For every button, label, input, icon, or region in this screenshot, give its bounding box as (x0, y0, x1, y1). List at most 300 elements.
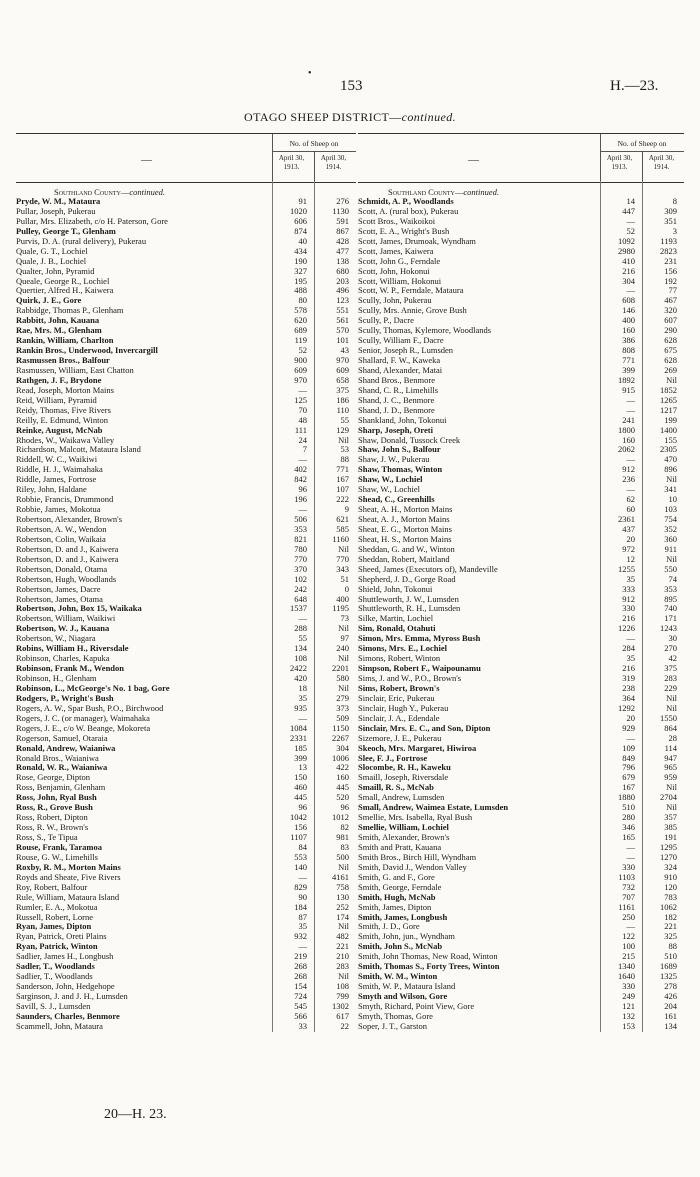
sheep-count-1914: 591 (336, 215, 349, 226)
sheep-count-1913: — (626, 921, 635, 932)
table-row (358, 902, 684, 912)
sheep-count-1913: 724 (294, 991, 307, 1001)
sheep-count-1913: 2331 (290, 732, 307, 743)
sheep-count-1913: 1892 (618, 374, 635, 385)
table-row (16, 494, 356, 504)
sheep-count-1913: 125 (294, 394, 307, 405)
sheep-count-1913: 386 (622, 335, 635, 346)
sheep-count-1914: 240 (336, 643, 349, 654)
sheep-count-1913: 219 (294, 951, 307, 962)
sheep-count-1913: 929 (622, 722, 635, 733)
sheep-count-1914: 279 (336, 692, 349, 703)
sheep-count-1914: 343 (336, 563, 349, 574)
owner-name: Simon, Mrs. Emma, Myross Bush (358, 633, 481, 644)
sheep-count-1913: 609 (294, 364, 307, 375)
sheep-count-1913: 100 (622, 941, 635, 952)
table-row (358, 892, 684, 902)
sheep-count-1913: 972 (622, 543, 635, 554)
table-row (358, 713, 684, 723)
sheep-count-1914: 351 (664, 215, 677, 226)
owner-name: Smith, John, jun., Wyndham (358, 931, 455, 942)
sheep-count-1913: 330 (622, 603, 635, 614)
sheep-count-1913: 780 (294, 543, 307, 554)
sheep-count-1913: 165 (622, 832, 635, 842)
sheep-count-1913: 553 (294, 851, 307, 862)
table-row (358, 673, 684, 683)
owner-name: Scammell, John, Mataura (16, 1020, 103, 1031)
table-row (358, 594, 684, 604)
sheep-count-1913: — (626, 732, 635, 743)
owner-name: Rule, William, Mataura Island (16, 891, 120, 902)
sheep-count-1914: Nil (338, 921, 349, 932)
sheep-count-1914: 1160 (332, 533, 349, 544)
sheep-count-1913: 35 (626, 653, 635, 664)
sheep-count-1914: 510 (664, 951, 677, 962)
sheep-count-1913: 121 (622, 1000, 635, 1011)
owner-name: Scully, John, Pukerau (358, 295, 432, 306)
owner-name: Sheat, H. S., Morton Mains (358, 533, 452, 544)
sheep-count-1914: 222 (336, 494, 349, 505)
owner-name: Robertson, Colin, Waikaia (16, 533, 106, 544)
sheep-count-1914: 1062 (660, 901, 677, 912)
sheep-count-1914: 2704 (660, 792, 677, 803)
owner-name: Richardson, Malcott, Mataura Island (16, 444, 141, 455)
table-row (358, 544, 684, 554)
sheep-count-1913: 1107 (290, 832, 307, 842)
table-row (358, 494, 684, 504)
sheep-count-1913: 1103 (618, 871, 635, 882)
sheep-count-1914: 171 (664, 613, 677, 624)
sheep-count-1913: 20 (626, 533, 635, 544)
owner-name: Shield, John, Tokonui (358, 583, 433, 594)
column-rule (600, 181, 601, 1032)
owner-name: Sheddan, G. and W., Winton (358, 543, 455, 554)
sheep-count-1914: 51 (340, 573, 349, 584)
table-row (358, 772, 684, 782)
header-col2-line1: April 30, (648, 154, 675, 162)
sheep-count-1914: 947 (664, 752, 677, 763)
table-body (16, 196, 356, 1031)
county-suffix: continued. (463, 187, 500, 197)
owner-name: Ross, R. W., Brown's (16, 822, 89, 833)
sheep-count-1914: 88 (668, 941, 677, 952)
owner-name: Smith, J. D., Gore (358, 921, 420, 932)
owner-name: Sims, J. and W., P.O., Brown's (358, 673, 462, 683)
owner-name: Shaw, Thomas, Winton (358, 464, 443, 475)
table-row (358, 951, 684, 961)
owner-name: Simons, Robert, Winton (358, 653, 441, 664)
sheep-count-1913: 327 (294, 265, 307, 276)
table-row (358, 941, 684, 951)
sheep-count-1914: 174 (336, 911, 349, 922)
table-row (358, 613, 684, 623)
owner-name: Sinclair, Hugh Y., Pukerau (358, 702, 449, 713)
sheep-count-1913: 346 (622, 822, 635, 833)
table-row (16, 991, 356, 1001)
table-row (16, 405, 356, 415)
owner-name: Reidy, Thomas, Five Rivers (16, 404, 111, 415)
page-dot: • (308, 68, 312, 79)
table-row (358, 216, 684, 226)
table-row (358, 484, 684, 494)
table-row (16, 226, 356, 236)
table-row (358, 435, 684, 445)
owner-name: Scott, W. P., Ferndale, Mataura (358, 285, 464, 296)
county-suffix: continued. (129, 187, 166, 197)
sheep-count-1914: 199 (664, 414, 677, 425)
sheep-count-1914: 103 (664, 504, 677, 515)
sheep-count-1914: 278 (664, 981, 677, 992)
sheep-count-1913: 146 (622, 305, 635, 316)
table-row (16, 703, 356, 713)
table-row (16, 921, 356, 931)
sheep-count-1913: 353 (294, 523, 307, 534)
sheep-count-1913: 1084 (290, 722, 307, 733)
table-row (358, 921, 684, 931)
sheep-count-1913: 842 (294, 474, 307, 485)
table-row (358, 693, 684, 703)
owner-name: Rankin, William, Charlton (16, 335, 114, 346)
sheep-count-1913: 154 (294, 981, 307, 992)
table-row (358, 683, 684, 693)
owner-name: Shallard, F. W., Kaweka (358, 355, 441, 365)
sheep-count-1914: 9 (344, 504, 349, 515)
sheep-count-1913: 1042 (290, 812, 307, 823)
header-rule (600, 134, 601, 182)
table-row (358, 1021, 684, 1031)
table-row (16, 961, 356, 971)
owner-name: Smith, David J., Wendon Valley (358, 861, 467, 872)
table-header (16, 133, 356, 183)
table-row (358, 802, 684, 812)
owner-name: Smith, Hugh, McNab (358, 891, 436, 902)
sheep-count-1913: 912 (622, 464, 635, 475)
sheep-count-1914: 1295 (660, 841, 677, 852)
table-row (16, 564, 356, 574)
owner-name: Rae, Mrs. M., Glenham (16, 325, 102, 336)
sheep-count-1914: 740 (664, 603, 677, 614)
sheep-count-1914: 445 (336, 782, 349, 793)
table-row (358, 862, 684, 872)
sheep-count-1913: 1255 (618, 563, 635, 574)
table-row (358, 285, 684, 295)
sheep-count-1914: 385 (664, 822, 677, 833)
sheep-count-1914: 77 (668, 285, 677, 296)
sheep-count-1914: Nil (666, 802, 677, 813)
sheep-count-1913: 150 (294, 772, 307, 783)
table-row (16, 514, 356, 524)
sheep-count-1914: 2201 (332, 663, 349, 674)
sheep-count-1914: 561 (336, 315, 349, 326)
table-row (16, 1011, 356, 1021)
owner-name: Quale, G. T., Lochiel (16, 245, 88, 256)
owner-name: Ryan, Patrick, Oreti Plains (16, 931, 107, 942)
sheep-count-1914: 496 (336, 285, 349, 296)
table-row (16, 762, 356, 772)
owner-name: Ross, Robert, Dipton (16, 812, 88, 823)
sheep-count-1914: 658 (336, 374, 349, 385)
table-row (16, 862, 356, 872)
sheep-count-1913: — (298, 613, 307, 624)
owner-name: Ryan, James, Dipton (16, 921, 92, 932)
table-row (358, 266, 684, 276)
table-row (16, 216, 356, 226)
table-row (16, 792, 356, 802)
owner-name: Rose, George, Dipton (16, 772, 90, 783)
owner-name: Riley, John, Haldane (16, 484, 87, 495)
owner-name: Smith Bros., Birch Hill, Wyndham (358, 851, 477, 862)
table-row (358, 703, 684, 713)
sheep-count-1914: 252 (336, 901, 349, 912)
owner-name: Smith and Pratt, Kauana (358, 841, 442, 852)
owner-name: Sheat, E. G., Morton Mains (358, 523, 452, 534)
sheep-count-1913: 20 (626, 712, 635, 723)
table-row (16, 315, 356, 325)
table-row (16, 444, 356, 454)
sheep-count-1914: 83 (340, 841, 349, 852)
sheep-count-1914: 375 (664, 663, 677, 674)
sheep-count-1914: 155 (664, 434, 677, 445)
table-row (358, 425, 684, 435)
owner-name: Shaw, W., Lochiel (358, 474, 423, 485)
sheep-count-1913: 1800 (618, 424, 635, 435)
sheep-count-1913: 566 (294, 1010, 307, 1021)
owner-name: Robertson, D. and J., Kaiwera (16, 553, 119, 564)
owner-name: Robertson, W. J., Kauana (16, 623, 110, 634)
sheep-count-1913: 400 (622, 315, 635, 326)
sheep-count-1914: 621 (336, 514, 349, 524)
owner-name: Robinson, Charles, Kapuka (16, 653, 110, 664)
owner-name: Rouse, G. W., Limehills (16, 851, 98, 862)
sheep-count-1914: 1270 (660, 851, 677, 862)
sheep-count-1914: 43 (340, 345, 349, 356)
sheep-count-1913: 874 (294, 225, 307, 236)
table-row (16, 305, 356, 315)
sheep-count-1913: 160 (622, 434, 635, 445)
owner-name: Sadlier, James H., Longbush (16, 951, 114, 962)
table-row (358, 782, 684, 792)
sheep-count-1914: 970 (336, 355, 349, 365)
sheep-count-1914: 192 (664, 275, 677, 286)
sheep-count-1913: 236 (622, 474, 635, 485)
sheep-count-1913: — (626, 404, 635, 415)
sheep-count-1914: 2305 (660, 444, 677, 455)
header-dash: — (141, 154, 152, 166)
table-row (358, 514, 684, 524)
table-row (358, 852, 684, 862)
sheep-count-1913: 167 (622, 782, 635, 793)
table-row (358, 444, 684, 454)
sheep-count-1913: 900 (294, 355, 307, 365)
owner-name: Robertson, Hugh, Woodlands (16, 573, 117, 584)
sheep-count-1914: 283 (664, 673, 677, 683)
table-row (16, 594, 356, 604)
sheep-count-1914: 82 (340, 822, 349, 833)
sheep-count-1913: 808 (622, 345, 635, 356)
sheep-count-1913: 52 (626, 225, 635, 236)
owner-name: Smith, Thomas S., Forty Trees, Winton (358, 961, 500, 972)
owner-name: Shaw, J. W., Pukerau (358, 454, 430, 465)
sheep-count-1913: — (626, 484, 635, 495)
sheep-count-1913: 250 (622, 911, 635, 922)
owner-name: Sharp, Joseph, Oreti (358, 424, 433, 435)
owner-name: Reilly, E. Edmund, Winton (16, 414, 108, 425)
sheep-count-1914: 229 (664, 682, 677, 693)
sheep-count-1914: 74 (668, 573, 677, 584)
sheep-count-1914: 783 (664, 891, 677, 902)
owner-name: Rabbitt, John, Kauana (16, 315, 100, 326)
sheep-count-1913: 488 (294, 285, 307, 296)
owner-name: Sizemore, J. E., Pukerau (358, 732, 442, 743)
table-row (16, 554, 356, 564)
owner-name: Smith, G. and F., Gore (358, 871, 435, 882)
sheep-count-1913: 912 (622, 593, 635, 604)
owner-name: Savill, S. J., Lumsden (16, 1000, 91, 1011)
owner-name: Robertson, William, Waikiwi (16, 613, 116, 624)
table-row (16, 474, 356, 484)
owner-name: Rabbidge, Thomas P., Glenham (16, 305, 124, 316)
sheep-count-1913: 1537 (290, 603, 307, 614)
sheep-count-1914: 8 (672, 196, 677, 206)
owner-name: Scott, James, Kaiwera (358, 245, 434, 256)
sheep-count-1913: 970 (294, 374, 307, 385)
sheep-count-1913: 319 (622, 673, 635, 683)
owner-name: Smith, Alexander, Brown's (358, 832, 450, 842)
table-row (358, 762, 684, 772)
sheep-count-1913: 48 (298, 414, 307, 425)
sheep-count-1914: 910 (664, 871, 677, 882)
sheep-count-1913: 7 (302, 444, 307, 455)
sheep-count-1914: 771 (336, 464, 349, 475)
owner-name: Small, Andrew, Lumsden (358, 792, 445, 803)
sheep-count-1914: 965 (664, 762, 677, 773)
sheep-count-1913: 190 (294, 255, 307, 266)
sheep-count-1913: 1161 (618, 901, 635, 912)
sheep-count-1913: 445 (294, 792, 307, 803)
table-row (16, 375, 356, 385)
table-row (358, 822, 684, 832)
sheep-count-1913: 91 (298, 196, 307, 206)
table-row (358, 415, 684, 425)
sheep-count-1914: 114 (664, 742, 677, 753)
sheep-count-1913: 771 (622, 355, 635, 365)
sheep-count-1913: 62 (626, 494, 635, 505)
sheep-count-1913: 238 (622, 682, 635, 693)
owner-name: Scott, John G., Ferndale (358, 255, 441, 266)
sheep-count-1914: 204 (664, 1000, 677, 1011)
sheep-count-1913: 2980 (618, 245, 635, 256)
table-row (16, 454, 356, 464)
owner-name: Quale, J. B., Lochiel (16, 255, 87, 266)
owner-name: Sheat, A. J., Morton Mains (358, 514, 450, 524)
sheep-count-1914: 1012 (332, 812, 349, 823)
sheep-count-1914: Nil (338, 543, 349, 554)
sheep-count-1914: Nil (666, 474, 677, 485)
owner-name: Shead, C., Greenhills (358, 494, 435, 505)
table-row (16, 325, 356, 335)
sheep-count-1913: 216 (622, 663, 635, 674)
sheep-count-1914: Nil (338, 434, 349, 445)
owner-name: Smaill, R. S., McNab (358, 782, 434, 793)
owner-name: Sarginson, J. and J. H., Lumsden (16, 991, 128, 1001)
owner-name: Scott, A. (rural box), Pukerau (358, 205, 459, 216)
sheep-count-1914: 123 (336, 295, 349, 306)
sheep-count-1914: 551 (336, 305, 349, 316)
owner-name: Robertson, James, Dacre (16, 583, 101, 594)
owner-name: Ross, S., Te Tipua (16, 832, 78, 842)
table-row (16, 196, 356, 206)
sheep-count-1914: 55 (340, 414, 349, 425)
sheep-count-1914: 110 (336, 404, 349, 415)
table-row (358, 603, 684, 613)
owner-name: Sanderson, John, Hedgehope (16, 981, 115, 992)
sheep-count-1913: 849 (622, 752, 635, 763)
sheep-count-1913: 2361 (618, 514, 635, 524)
sheep-count-1914: 1400 (660, 424, 677, 435)
sheep-count-1913: 196 (294, 494, 307, 505)
sheep-count-1913: 33 (298, 1020, 307, 1031)
sheep-count-1914: 270 (664, 643, 677, 654)
table-row (16, 365, 356, 375)
table-row (16, 484, 356, 494)
table-row (358, 643, 684, 653)
owner-name: Royds and Sheate, Five Rivers (16, 871, 121, 882)
page-number: 153 (340, 78, 363, 94)
sheep-count-1914: 680 (336, 265, 349, 276)
owner-name: Robertson, A. W., Wendon (16, 523, 107, 534)
sheep-count-1914: 864 (664, 722, 677, 733)
header-col1 (273, 154, 310, 172)
table-row (16, 892, 356, 902)
owner-name: Sheat, A. H., Morton Mains (358, 504, 453, 515)
owner-name: Read, Joseph, Morton Mains (16, 384, 114, 395)
table-row (16, 802, 356, 812)
sheep-count-1913: — (298, 871, 307, 882)
sheep-count-1914: 96 (340, 802, 349, 813)
owner-name: Robinson, L., McGeorge's No. 1 bag, Gore (16, 682, 170, 693)
sheep-count-1914: 210 (336, 951, 349, 962)
owner-name: Smith, John Thomas, New Road, Winton (358, 951, 498, 962)
owner-name: Scott, John, Hokonui (358, 265, 430, 276)
sheep-count-1913: 1020 (290, 205, 307, 216)
table-row (358, 276, 684, 286)
owner-name: Sadlier, T., Woodlands (16, 971, 93, 982)
sheep-count-1913: 52 (298, 345, 307, 356)
sheep-count-1913: — (626, 633, 635, 644)
table-row (16, 1001, 356, 1011)
owner-name: Rasmussen Bros., Balfour (16, 355, 110, 365)
right-table (358, 133, 684, 1031)
table-row (358, 365, 684, 375)
owner-name: Ryan, Patrick, Winton (16, 941, 98, 952)
sheep-count-1913: 402 (294, 464, 307, 475)
sheep-count-1913: 1880 (618, 792, 635, 803)
owner-name: Ross, R., Grove Bush (16, 802, 93, 813)
sheep-count-1913: — (298, 454, 307, 465)
owner-name: Rogers, J. C. (or manager), Waimahaka (16, 712, 150, 723)
owner-name: Smith, John S., McNab (358, 941, 443, 952)
sheep-count-1914: 30 (668, 633, 677, 644)
sheep-count-1914: Nil (666, 374, 677, 385)
header-rule (272, 134, 273, 182)
sheep-count-1913: 915 (622, 384, 635, 395)
sheep-count-1914: 97 (340, 633, 349, 644)
owner-name: Robinson, Frank M., Wendon (16, 663, 125, 674)
sheep-count-1914: Nil (666, 702, 677, 713)
sheep-count-1913: 510 (622, 802, 635, 813)
footer-signature: 20—H. 23. (104, 1107, 167, 1122)
table-row (16, 355, 356, 365)
